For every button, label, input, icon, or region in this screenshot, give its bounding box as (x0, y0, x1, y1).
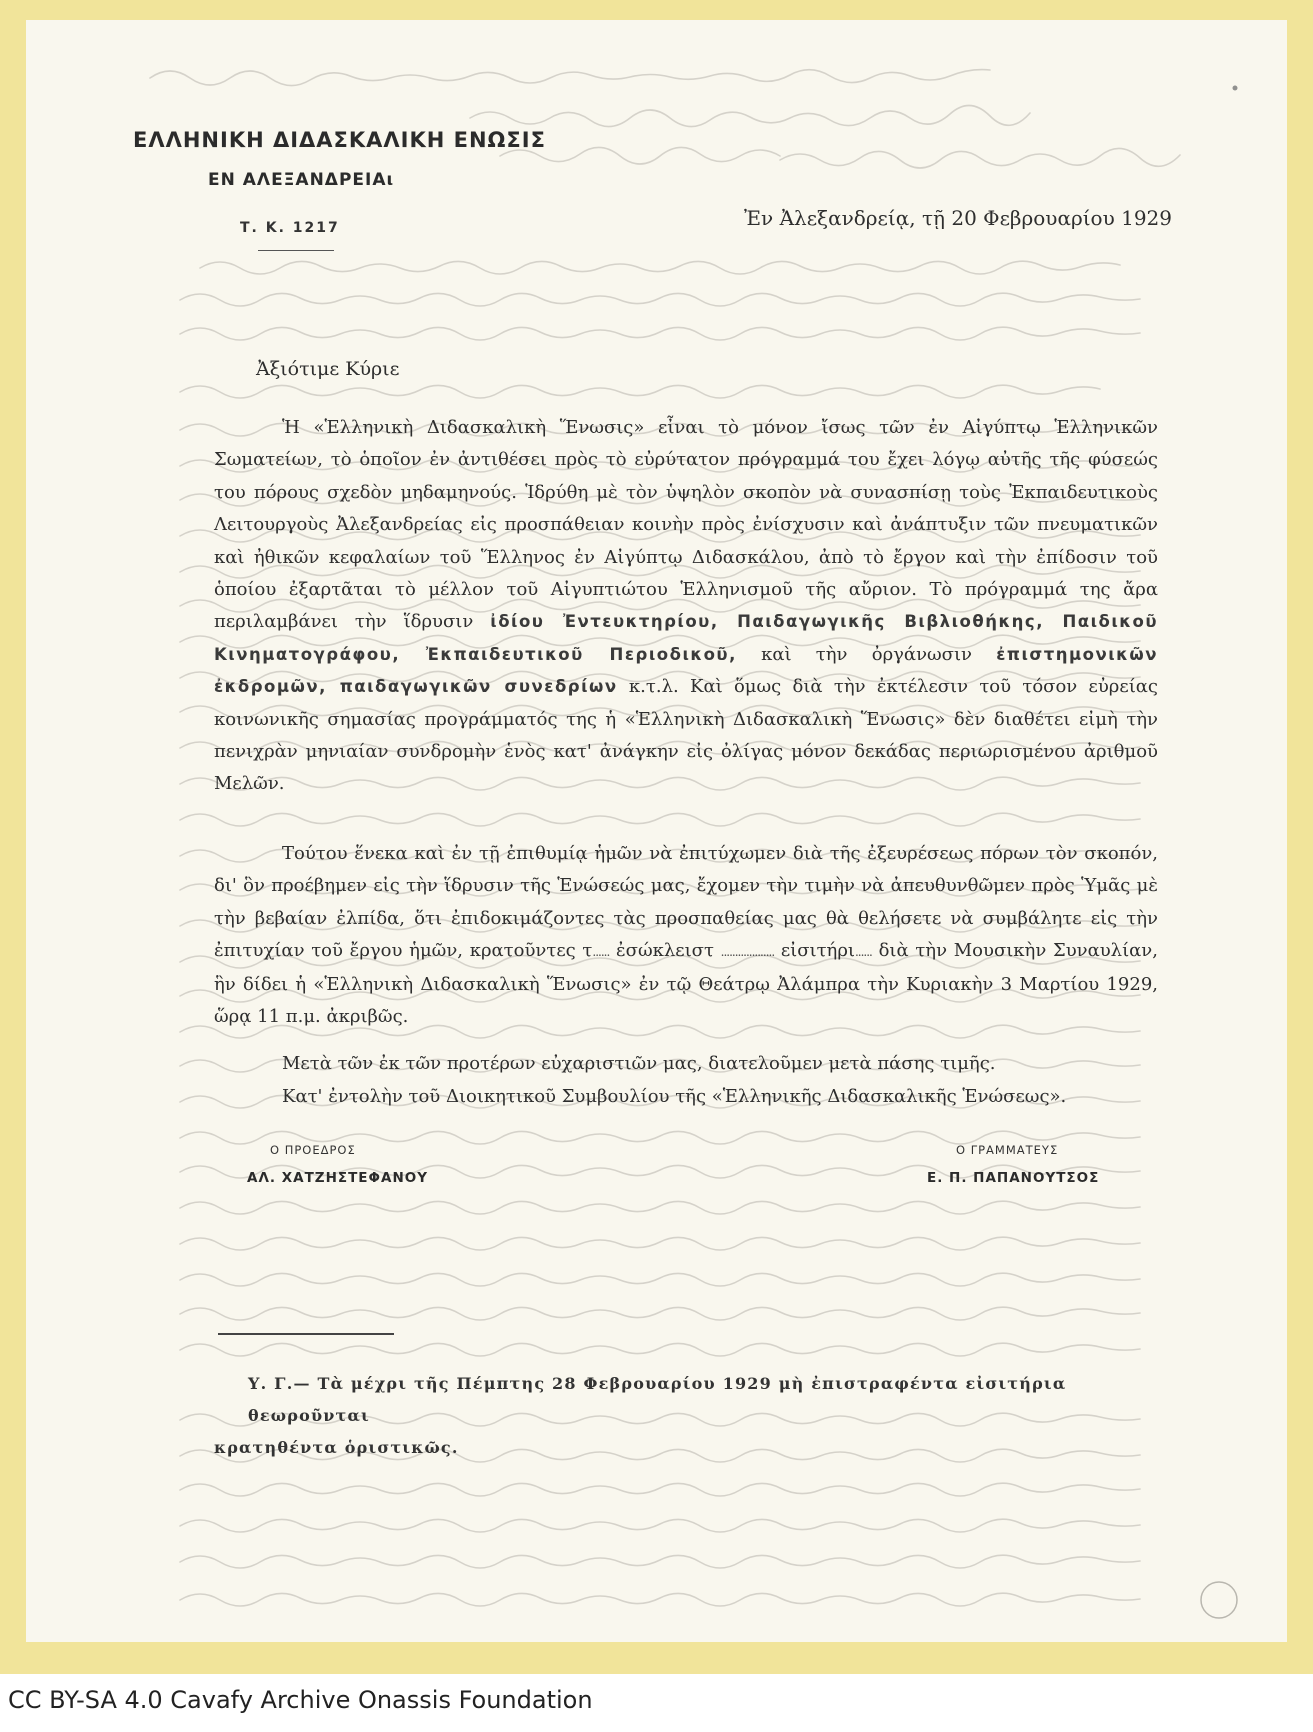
paragraph-2-word-1: ἐσώκλειστ (616, 940, 714, 962)
paragraph-1-bold-a: ἰδίου Ἐντευκτηρίου, Παιδαγωγικῆς Βιβλιοθήκης, Παιδικοῦ Κινηματογράφου, Ἐκπαιδευτικοῦ Περιοδικοῦ, (214, 612, 1158, 664)
blank-field-2: ................... (720, 945, 775, 960)
scan-border-right (1287, 0, 1313, 1674)
paragraph-1-text-c: κ.τ.λ. Καὶ ὅμως διὰ τὴν ἐκτέλεσιν τοῦ τόσον εὐρείας κοινωνικῆς σημασίας προγράμματός της ἡ «Ἑλληνικὴ Διδασκαλικὴ Ἕνωσις» δὲν διαθέτει εἰμὴ τὴν πενιχρὰν μηνιαίαν συνδρομὴν ἑνὸς κατ' ἀνάγκην εἰς ὀλίγας μόνον δεκάδας περιωρισμένου ἀριθμοῦ Μελῶν. (214, 676, 1158, 795)
date-line: Ἐν Ἀλεξανδρείᾳ, τῇ 20 Φεβρουαρίου 1929 (744, 206, 1173, 230)
postscript (214, 1368, 1148, 1464)
postscript-line-1: Υ. Γ.— Τὰ μέχρι τῆς Πέμπτης 28 Φεβρουαρίου 1929 μὴ ἐπιστραφέντα εἰσιτήρια θεωροῦνται (248, 1374, 1067, 1425)
paragraph-4: Κατ' ἐντολὴν τοῦ Διοικητικοῦ Συμβουλίου τῆς «Ἑλληνικῆς Διδασκαλικῆς Ἑνώσεως». (282, 1086, 1067, 1107)
letterhead-organization: ΕΛΛΗΝΙΚΗ ΔΙΔΑΣΚΑΛΙΚΗ ΕΝΩΣΙΣ (133, 128, 546, 152)
paragraph-2-text-b: διὰ τὴν Μουσικὴν Συναυλίαν, ἣν δίδει ἡ «Ἑλληνικὴ Διδασκαλικὴ Ἕνωσις» ἐν τῷ Θεάτρῳ Ἀλάμπρα τὴν Κυριακὴν 3 Μαρτίου 1929, ὥρᾳ 11 π.μ. ἀκριβῶς. (214, 940, 1158, 1028)
signature-left-title: Ο ΠΡΟΕΔΡΟΣ (270, 1143, 356, 1157)
signature-right-title: Ο ΓΡΑΜΜΑΤΕΥΣ (956, 1143, 1059, 1157)
postscript-line-2: κρατηθέντα ὁριστικῶς. (214, 1438, 459, 1457)
scan-border-top (0, 0, 1313, 20)
paragraph-3: Μετὰ τῶν ἐκ τῶν προτέρων εὐχαριστιῶν μας, διατελοῦμεν μετὰ πάσης τιμῆς. (282, 1053, 996, 1074)
blank-field-1: ...... (592, 945, 610, 960)
letterhead-po-box: Τ. Κ. 1217 (240, 220, 340, 236)
paragraph-2-text-a: Τούτου ἕνεκα καὶ ἐν τῇ ἐπιθυμίᾳ ἡμῶν νὰ ἐπιτύχωμεν διὰ τῆς ἐξευρέσεως πόρων τὸν σκοπόν, δι' ὃν προέβημεν εἰς τὴν ἵδρυσιν τῆς Ἑνώσεώς μας, ἔχομεν τὴν τιμὴν νὰ ἀπευθυνθῶμεν πρὸς Ὑμᾶς μὲ τὴν βεβαίαν ἐλπίδα, ὅτι ἐπιδοκιμάζοντες τὰς προσπαθείας μας θὰ θελήσετε νὰ συμβάλητε εἰς τὴν ἐπιτυχίαν τοῦ ἔργου ἡμῶν, κρατοῦντες τ (214, 843, 1158, 962)
salutation: Ἀξιότιμε Κύριε (256, 358, 400, 380)
letterhead-city: ΕΝ ΑΛΕΞΑΝΔΡΕΙΑι (208, 170, 395, 190)
signature-left-name: ΑΛ. ΧΑΤΖΗΣΤΕΦΑΝΟΥ (247, 1170, 429, 1186)
paragraph-1-text-b: καὶ τὴν ὀργάνωσιν (761, 643, 972, 665)
paragraph-2 (214, 838, 1158, 1033)
paragraph-1-bold-b: ἐπιστημονικῶν ἐκδρομῶν, παιδαγωγικῶν συνεδρίων (214, 644, 1158, 697)
paragraph-1 (214, 412, 1158, 801)
paragraph-2-word-2: εἰσιτήρι (780, 940, 855, 962)
credit-text: CC BY-SA 4.0 Cavafy Archive Onassis Foundation (8, 1686, 593, 1714)
paragraph-1-text-a: Ἡ «Ἑλληνικὴ Διδασκαλικὴ Ἕνωσις» εἶναι τὸ μόνον ἴσως τῶν ἐν Αἰγύπτῳ Ἑλληνικῶν Σωματείων, τὸ ὁποῖον ἐν ἀντιθέσει πρὸς τὸ εὐρύτατον πρόγραμμά του ἔχει λόγῳ αὐτῆς τῆς φύσεώς του πόρους σχεδὸν μηδαμηνούς. Ἱδρύθη μὲ τὸν ὑψηλὸν σκοπὸν νὰ συνασπίσῃ τοὺς Ἐκπαιδευτικοὺς Λειτουργοὺς Ἀλεξανδρείας εἰς προσπάθειαν κοινὴν πρὸς ἐνίσχυσιν καὶ ἀνάπτυξιν τῶν πνευματικῶν καὶ ἠθικῶν κεφαλαίων τοῦ Ἕλληνος ἐν Αἰγύπτῳ Διδασκάλου, ἀπὸ τὸ ἔργον καὶ τὴν ἐπίδοσιν τοῦ ὁποίου ἐξαρτᾶται τὸ μέλλον τοῦ Αἰγυπτιώτου Ἑλληνισμοῦ τῆς αὔριον. Τὸ πρόγραμμά της ἄρα περιλαμβάνει τὴν ἵδρυσιν (214, 417, 1158, 633)
letterhead-rule (258, 250, 334, 251)
signature-right-name: Ε. Π. ΠΑΠΑΝΟΥΤΣΟΣ (927, 1170, 1100, 1186)
postscript-rule (218, 1333, 394, 1335)
scan-border-bottom (0, 1642, 1313, 1674)
scan-border-left (0, 0, 26, 1674)
blank-field-3: ...... (854, 945, 872, 960)
